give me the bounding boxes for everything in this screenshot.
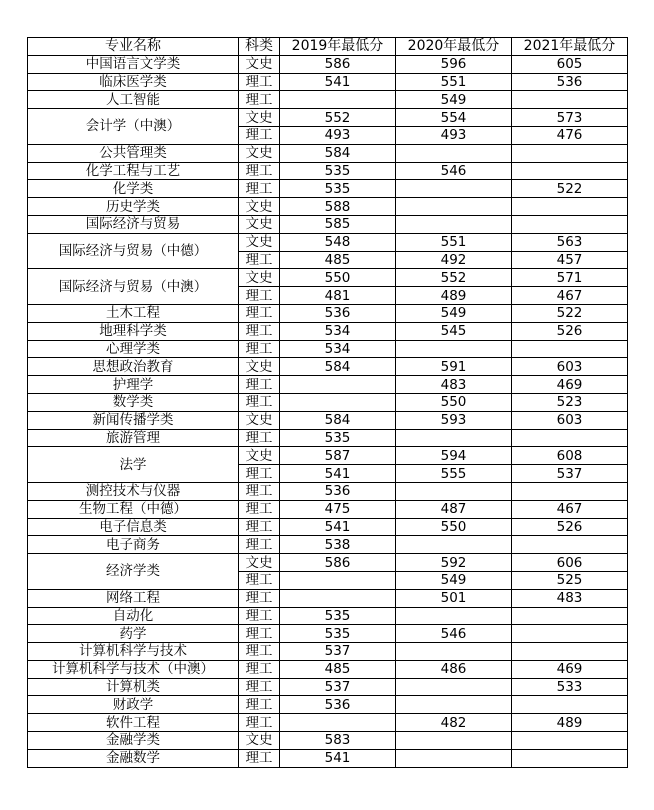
table-row	[28, 233, 628, 251]
table-row	[28, 732, 628, 750]
score-2019-cell: 534	[280, 322, 396, 340]
score-2019-cell: 535	[280, 180, 396, 198]
major-name-cell: 旅游管理	[28, 429, 239, 447]
table-row	[28, 73, 628, 91]
category-cell: 理工	[239, 429, 280, 447]
score-2021-cell	[512, 144, 628, 162]
category-cell: 理工	[239, 678, 280, 696]
score-2020-cell: 549	[396, 304, 512, 322]
category-cell: 文史	[239, 411, 280, 429]
table-row	[28, 429, 628, 447]
table-row	[28, 678, 628, 696]
score-2020-cell: 549	[396, 571, 512, 589]
major-name-cell: 公共管理类	[28, 144, 239, 162]
major-name-cell: 自动化	[28, 607, 239, 625]
major-name-cell: 金融学类	[28, 732, 239, 750]
score-2019-cell: 535	[280, 162, 396, 180]
score-2019-cell: 586	[280, 55, 396, 73]
major-name-cell: 心理学类	[28, 340, 239, 358]
major-name-cell: 电子信息类	[28, 518, 239, 536]
score-2019-cell	[280, 91, 396, 109]
category-cell: 文史	[239, 233, 280, 251]
category-cell: 理工	[239, 91, 280, 109]
score-2020-cell: 501	[396, 589, 512, 607]
score-2019-cell: 585	[280, 215, 396, 233]
category-cell: 理工	[239, 536, 280, 554]
category-cell: 理工	[239, 518, 280, 536]
table-row	[28, 660, 628, 678]
score-2021-cell: 563	[512, 233, 628, 251]
score-2021-cell: 489	[512, 714, 628, 732]
score-2021-cell: 606	[512, 554, 628, 572]
score-2021-cell: 537	[512, 465, 628, 483]
score-2021-cell	[512, 482, 628, 500]
score-2021-cell: 526	[512, 322, 628, 340]
score-2020-cell	[396, 429, 512, 447]
score-2021-cell: 467	[512, 500, 628, 518]
category-cell: 理工	[239, 376, 280, 394]
score-2019-cell: 583	[280, 732, 396, 750]
score-2020-cell: 545	[396, 322, 512, 340]
score-2021-cell	[512, 162, 628, 180]
major-name-cell: 电子商务	[28, 536, 239, 554]
score-2021-cell	[512, 215, 628, 233]
major-name-cell: 历史学类	[28, 198, 239, 216]
score-2020-cell	[396, 215, 512, 233]
score-2019-cell	[280, 376, 396, 394]
major-name-cell: 会计学（中澳）	[28, 109, 239, 145]
score-2019-cell: 550	[280, 269, 396, 287]
score-2019-cell	[280, 714, 396, 732]
score-2020-cell: 594	[396, 447, 512, 465]
score-2019-cell: 485	[280, 251, 396, 269]
score-2019-cell: 552	[280, 109, 396, 127]
score-2021-cell: 469	[512, 376, 628, 394]
score-2020-cell: 596	[396, 55, 512, 73]
score-2021-cell	[512, 643, 628, 661]
score-2020-cell: 552	[396, 269, 512, 287]
score-2021-cell: 608	[512, 447, 628, 465]
score-2019-cell: 587	[280, 447, 396, 465]
score-2021-cell	[512, 91, 628, 109]
header-2020: 2020年最低分	[396, 38, 512, 56]
score-2019-cell: 535	[280, 625, 396, 643]
major-name-cell: 新闻传播学类	[28, 411, 239, 429]
category-cell: 文史	[239, 198, 280, 216]
category-cell: 理工	[239, 500, 280, 518]
score-2021-cell: 467	[512, 287, 628, 305]
major-name-cell: 财政学	[28, 696, 239, 714]
category-cell: 理工	[239, 126, 280, 144]
score-2019-cell: 541	[280, 749, 396, 767]
score-2019-cell: 588	[280, 198, 396, 216]
score-2021-cell: 571	[512, 269, 628, 287]
category-cell: 理工	[239, 251, 280, 269]
score-2019-cell: 537	[280, 678, 396, 696]
table-row	[28, 215, 628, 233]
category-cell: 理工	[239, 571, 280, 589]
score-2019-cell	[280, 393, 396, 411]
score-2019-cell: 535	[280, 429, 396, 447]
score-2019-cell	[280, 571, 396, 589]
table-row	[28, 198, 628, 216]
major-name-cell: 网络工程	[28, 589, 239, 607]
table-row	[28, 714, 628, 732]
score-2021-cell	[512, 536, 628, 554]
major-name-cell: 国际经济与贸易（中澳）	[28, 269, 239, 305]
table-row	[28, 500, 628, 518]
table-row	[28, 376, 628, 394]
score-2021-cell: 533	[512, 678, 628, 696]
score-2021-cell	[512, 696, 628, 714]
score-2019-cell: 537	[280, 643, 396, 661]
category-cell: 理工	[239, 304, 280, 322]
table-row	[28, 518, 628, 536]
score-2019-cell: 584	[280, 144, 396, 162]
score-2019-cell: 475	[280, 500, 396, 518]
category-cell: 理工	[239, 287, 280, 305]
category-cell: 理工	[239, 465, 280, 483]
table-row	[28, 144, 628, 162]
score-2019-cell: 481	[280, 287, 396, 305]
score-2021-cell: 603	[512, 358, 628, 376]
header-2021: 2021年最低分	[512, 38, 628, 56]
score-2020-cell: 546	[396, 162, 512, 180]
table-row	[28, 55, 628, 73]
score-2021-cell: 605	[512, 55, 628, 73]
header-category: 科类	[239, 38, 280, 56]
category-cell: 理工	[239, 393, 280, 411]
score-2019-cell: 541	[280, 465, 396, 483]
score-2020-cell: 483	[396, 376, 512, 394]
category-cell: 文史	[239, 144, 280, 162]
score-2021-cell: 573	[512, 109, 628, 127]
category-cell: 理工	[239, 322, 280, 340]
category-cell: 理工	[239, 714, 280, 732]
category-cell: 理工	[239, 696, 280, 714]
score-2020-cell: 486	[396, 660, 512, 678]
score-2021-cell	[512, 198, 628, 216]
score-2020-cell: 551	[396, 233, 512, 251]
table-row	[28, 358, 628, 376]
score-2020-cell	[396, 180, 512, 198]
category-cell: 文史	[239, 215, 280, 233]
table-row	[28, 482, 628, 500]
score-2021-cell: 525	[512, 571, 628, 589]
score-2020-cell: 487	[396, 500, 512, 518]
score-2020-cell: 551	[396, 73, 512, 91]
table-row	[28, 447, 628, 465]
score-2021-cell	[512, 429, 628, 447]
header-major: 专业名称	[28, 38, 239, 56]
major-name-cell: 金融数学	[28, 749, 239, 767]
score-2020-cell: 482	[396, 714, 512, 732]
major-name-cell: 国际经济与贸易	[28, 215, 239, 233]
score-2021-cell: 457	[512, 251, 628, 269]
score-2020-cell: 550	[396, 518, 512, 536]
major-name-cell: 数学类	[28, 393, 239, 411]
major-name-cell: 生物工程（中德）	[28, 500, 239, 518]
score-2020-cell	[396, 144, 512, 162]
table-row	[28, 91, 628, 109]
score-2021-cell: 476	[512, 126, 628, 144]
score-2020-cell	[396, 607, 512, 625]
major-name-cell: 护理学	[28, 376, 239, 394]
category-cell: 理工	[239, 482, 280, 500]
score-2019-cell: 493	[280, 126, 396, 144]
score-2021-cell: 523	[512, 393, 628, 411]
table-row	[28, 180, 628, 198]
table-row	[28, 625, 628, 643]
score-2020-cell: 546	[396, 625, 512, 643]
major-name-cell: 法学	[28, 447, 239, 483]
score-2019-cell: 534	[280, 340, 396, 358]
category-cell: 理工	[239, 162, 280, 180]
category-cell: 文史	[239, 554, 280, 572]
score-2020-cell: 554	[396, 109, 512, 127]
table-row	[28, 411, 628, 429]
table-row	[28, 536, 628, 554]
score-2019-cell: 548	[280, 233, 396, 251]
category-cell: 文史	[239, 358, 280, 376]
category-cell: 理工	[239, 589, 280, 607]
score-2019-cell: 536	[280, 696, 396, 714]
major-name-cell: 化学工程与工艺	[28, 162, 239, 180]
major-name-cell: 中国语言文学类	[28, 55, 239, 73]
category-cell: 文史	[239, 732, 280, 750]
score-2021-cell	[512, 625, 628, 643]
score-2020-cell: 591	[396, 358, 512, 376]
category-cell: 理工	[239, 340, 280, 358]
major-name-cell: 思想政治教育	[28, 358, 239, 376]
score-2020-cell	[396, 198, 512, 216]
header-2019: 2019年最低分	[280, 38, 396, 56]
table-row	[28, 322, 628, 340]
score-2021-cell: 522	[512, 304, 628, 322]
category-cell: 理工	[239, 607, 280, 625]
category-cell: 文史	[239, 269, 280, 287]
score-2021-cell: 603	[512, 411, 628, 429]
score-2021-cell: 483	[512, 589, 628, 607]
category-cell: 理工	[239, 73, 280, 91]
table-row	[28, 304, 628, 322]
score-2020-cell: 555	[396, 465, 512, 483]
admission-score-table	[27, 37, 628, 768]
major-name-cell: 国际经济与贸易（中德）	[28, 233, 239, 269]
score-2019-cell: 584	[280, 411, 396, 429]
category-cell: 文史	[239, 447, 280, 465]
table-row	[28, 340, 628, 358]
major-name-cell: 土木工程	[28, 304, 239, 322]
score-2020-cell	[396, 482, 512, 500]
category-cell: 理工	[239, 660, 280, 678]
table-row	[28, 162, 628, 180]
score-2021-cell	[512, 607, 628, 625]
score-2020-cell	[396, 340, 512, 358]
score-2020-cell	[396, 536, 512, 554]
header-row	[28, 38, 628, 56]
score-2020-cell	[396, 732, 512, 750]
major-name-cell: 药学	[28, 625, 239, 643]
table-row	[28, 393, 628, 411]
score-2020-cell	[396, 696, 512, 714]
score-2019-cell: 538	[280, 536, 396, 554]
score-2021-cell: 469	[512, 660, 628, 678]
score-2019-cell: 586	[280, 554, 396, 572]
major-name-cell: 经济学类	[28, 554, 239, 590]
score-2021-cell	[512, 749, 628, 767]
major-name-cell: 人工智能	[28, 91, 239, 109]
score-2020-cell: 592	[396, 554, 512, 572]
score-2019-cell: 535	[280, 607, 396, 625]
score-2020-cell: 550	[396, 393, 512, 411]
category-cell: 理工	[239, 749, 280, 767]
score-2020-cell: 492	[396, 251, 512, 269]
score-2021-cell: 526	[512, 518, 628, 536]
score-2019-cell	[280, 589, 396, 607]
table-row	[28, 589, 628, 607]
score-2019-cell: 541	[280, 518, 396, 536]
table-body	[28, 55, 628, 767]
table-row	[28, 749, 628, 767]
score-2020-cell: 549	[396, 91, 512, 109]
table-row	[28, 109, 628, 127]
score-2021-cell: 522	[512, 180, 628, 198]
category-cell: 文史	[239, 55, 280, 73]
score-2021-cell	[512, 340, 628, 358]
table-row	[28, 607, 628, 625]
category-cell: 理工	[239, 180, 280, 198]
score-2019-cell: 485	[280, 660, 396, 678]
score-2020-cell: 493	[396, 126, 512, 144]
table-row	[28, 696, 628, 714]
score-2019-cell: 536	[280, 482, 396, 500]
category-cell: 文史	[239, 109, 280, 127]
score-2019-cell: 584	[280, 358, 396, 376]
score-2021-cell: 536	[512, 73, 628, 91]
table-row	[28, 554, 628, 572]
major-name-cell: 软件工程	[28, 714, 239, 732]
score-2020-cell: 593	[396, 411, 512, 429]
major-name-cell: 计算机科学与技术	[28, 643, 239, 661]
score-2019-cell: 536	[280, 304, 396, 322]
score-2020-cell	[396, 749, 512, 767]
major-name-cell: 测控技术与仪器	[28, 482, 239, 500]
score-2020-cell: 489	[396, 287, 512, 305]
major-name-cell: 地理科学类	[28, 322, 239, 340]
table-row	[28, 269, 628, 287]
major-name-cell: 临床医学类	[28, 73, 239, 91]
score-2020-cell	[396, 678, 512, 696]
category-cell: 理工	[239, 643, 280, 661]
score-2020-cell	[396, 643, 512, 661]
major-name-cell: 计算机科学与技术（中澳）	[28, 660, 239, 678]
score-2021-cell	[512, 732, 628, 750]
category-cell: 理工	[239, 625, 280, 643]
major-name-cell: 化学类	[28, 180, 239, 198]
major-name-cell: 计算机类	[28, 678, 239, 696]
score-2019-cell: 541	[280, 73, 396, 91]
table-row	[28, 643, 628, 661]
